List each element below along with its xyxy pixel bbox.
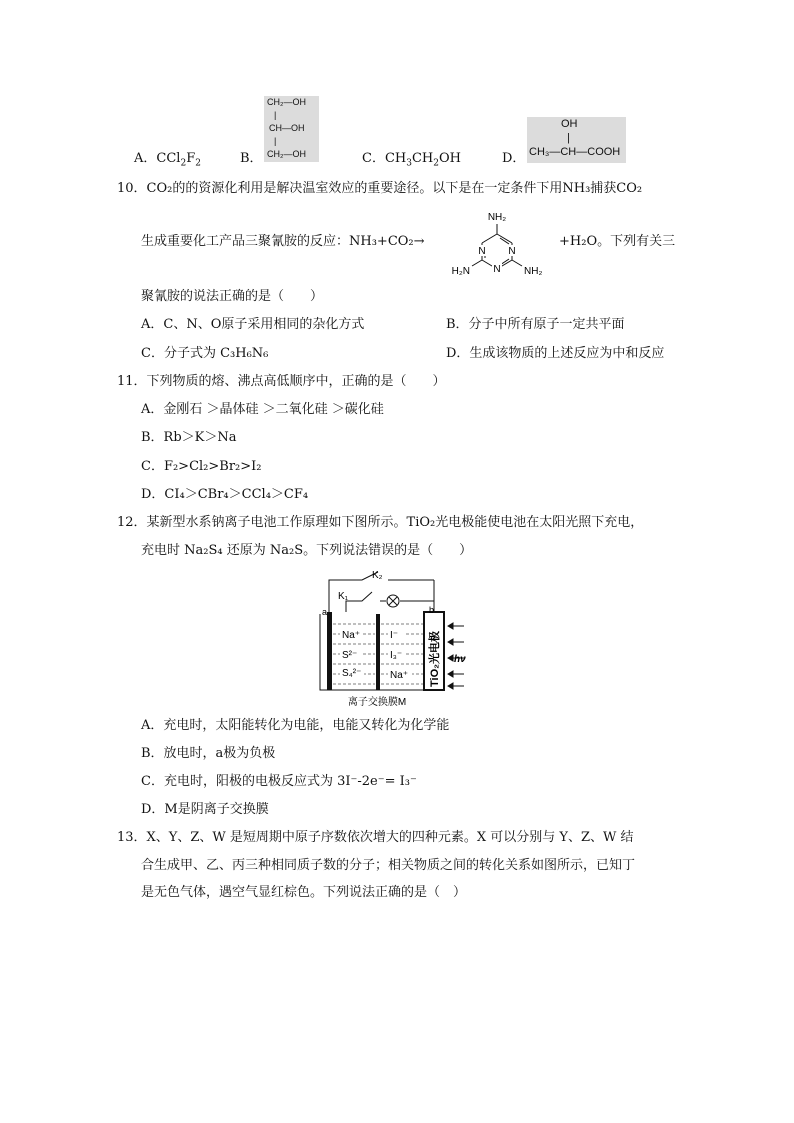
battery-diagram [318, 568, 476, 710]
q13-stem-line3: 是无色气体，遇空气显红棕色。下列说法正确的是（ ） [141, 885, 467, 900]
electrode-b-label: b [429, 605, 435, 615]
triiodide-ion: I₃⁻ [390, 650, 403, 661]
q13-stem-line1: 13．X、Y、Z、W 是短周期中原子序数依次增大的四种元素。X 可以分别与 Y、Z、W 结 [117, 830, 634, 845]
q10-option-d: D．生成该物质的上述反应为中和反应 [446, 346, 665, 361]
q10-stem-line2-post: +H₂O。下列有关三 [559, 234, 676, 249]
light-hv-label: hν [454, 654, 466, 665]
nh2-top: NH₂ [487, 212, 507, 223]
q12-option-b: B．放电时，a极为负极 [141, 746, 276, 761]
lactic-acid-structure: OH | CH₃—CH—COOH [527, 117, 626, 163]
sulfide-ion: S²⁻ [342, 650, 358, 661]
q9-option-a: A．$CCl_2F_2$ [134, 151, 201, 169]
electrode-a-label: a [322, 607, 328, 617]
q10-option-c: C．分子式为 C₃H₆N₆ [141, 346, 269, 361]
q10-option-b: B．分子中所有原子一定共平面 [446, 317, 625, 332]
q12-stem-line2: 充电时 Na₂S₄ 还原为 Na₂S。下列说法错误的是（ ） [141, 543, 473, 558]
ring-n-bottom: N [493, 264, 501, 275]
h2n-left: H₂N [451, 266, 470, 277]
q11-option-d: D．CI₄＞CBr₄＞CCl₄＞CF₄ [141, 487, 309, 502]
q13-stem-line2: 合生成甲、乙、丙三种相同质子数的分子；相关物质之间的转化关系如图所示，已知丁 [141, 858, 636, 873]
sodium-ion-right: Na⁺ [390, 670, 409, 681]
iodide-ion: I⁻ [390, 630, 399, 641]
polysulfide-ion: S₄²⁻ [342, 668, 362, 679]
nh2-right: NH₂ [524, 266, 543, 277]
q9-option-b-label: B． [240, 151, 263, 166]
q9-option-c: C．$CH_3CH_2OH$ [362, 151, 461, 169]
ring-n-right: N [508, 246, 516, 257]
sodium-ion-left: Na⁺ [342, 630, 361, 641]
q12-option-c: C．充电时，阳极的电极反应式为 3I⁻-2e⁻= I₃⁻ [141, 774, 417, 789]
q10-stem-line1: 10．CO₂的的资源化利用是解决温室效应的重要途径。以下是在一定条件下用NH₃捕获CO₂ [117, 181, 643, 196]
q12-option-a: A．充电时，太阳能转化为电能，电能又转化为化学能 [141, 718, 450, 733]
q12-stem-line1: 12．某新型水系钠离子电池工作原理如下图所示。TiO₂光电极能使电池在太阳光照下充电， [117, 515, 644, 530]
melamine-structure [440, 204, 556, 282]
switch-k1-label: K₁ [338, 591, 349, 602]
q11-option-c: C．F₂>Cl₂>Br₂>I₂ [141, 459, 262, 474]
q10-option-a: A．C、N、O原子采用相同的杂化方式 [141, 317, 365, 332]
q11-option-b: B．Rb＞K＞Na [141, 430, 237, 445]
q12-option-d: D．M是阴离子交换膜 [141, 802, 269, 817]
q10-stem-line2-pre: 生成重要化工产品三聚氰胺的反应：NH₃+CO₂→ [141, 234, 425, 249]
tio2-electrode-label: TiO₂光电极 [429, 630, 441, 687]
ring-n-left: N [478, 246, 486, 257]
q11-stem: 11．下列物质的熔、沸点高低顺序中，正确的是（ ） [117, 374, 446, 389]
q10-stem-line3: 聚氰胺的说法正确的是（ ） [141, 289, 324, 304]
q9-option-d-label: D． [502, 151, 526, 166]
switch-k2-label: K₂ [372, 570, 383, 581]
q11-option-a: A．金刚石 ＞晶体硅 ＞二氧化硅 ＞碳化硅 [141, 402, 384, 417]
glycerol-structure: CH₂—OH | CH—OH | CH₂—OH [264, 96, 319, 162]
membrane-label: 离子交换膜M [347, 697, 407, 708]
